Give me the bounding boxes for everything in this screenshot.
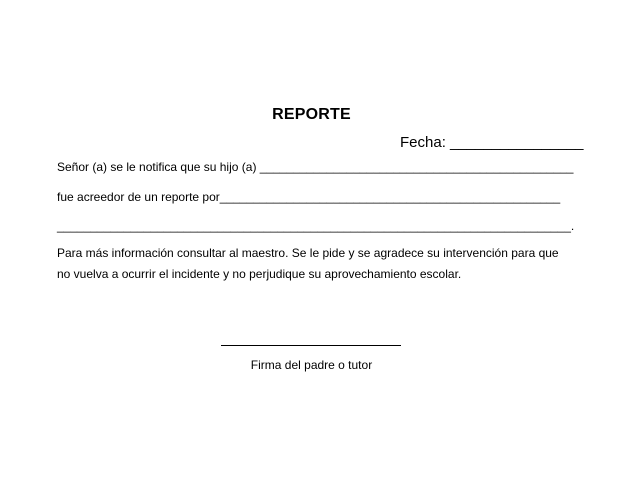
information-paragraph: Para más información consultar al maestro. Se le pide y se agradece su intervención para que no vuelva a ocurrir el incidente y no perjudique su aprovechamiento escolar. — [57, 246, 559, 281]
signature-label: Firma del padre o tutor — [250, 358, 373, 372]
document-title: REPORTE — [272, 106, 351, 123]
report-reason-continuation-line: _____________________________________________________________________________. — [57, 219, 575, 233]
date-field: Fecha: ________________ — [400, 134, 584, 151]
notification-line: Señor (a) se le notifica que su hijo (a) _______________________________________________ — [57, 160, 574, 174]
signature-line — [221, 345, 401, 346]
report-reason-line: fue acreedor de un reporte por___________________________________________________ — [57, 190, 561, 204]
